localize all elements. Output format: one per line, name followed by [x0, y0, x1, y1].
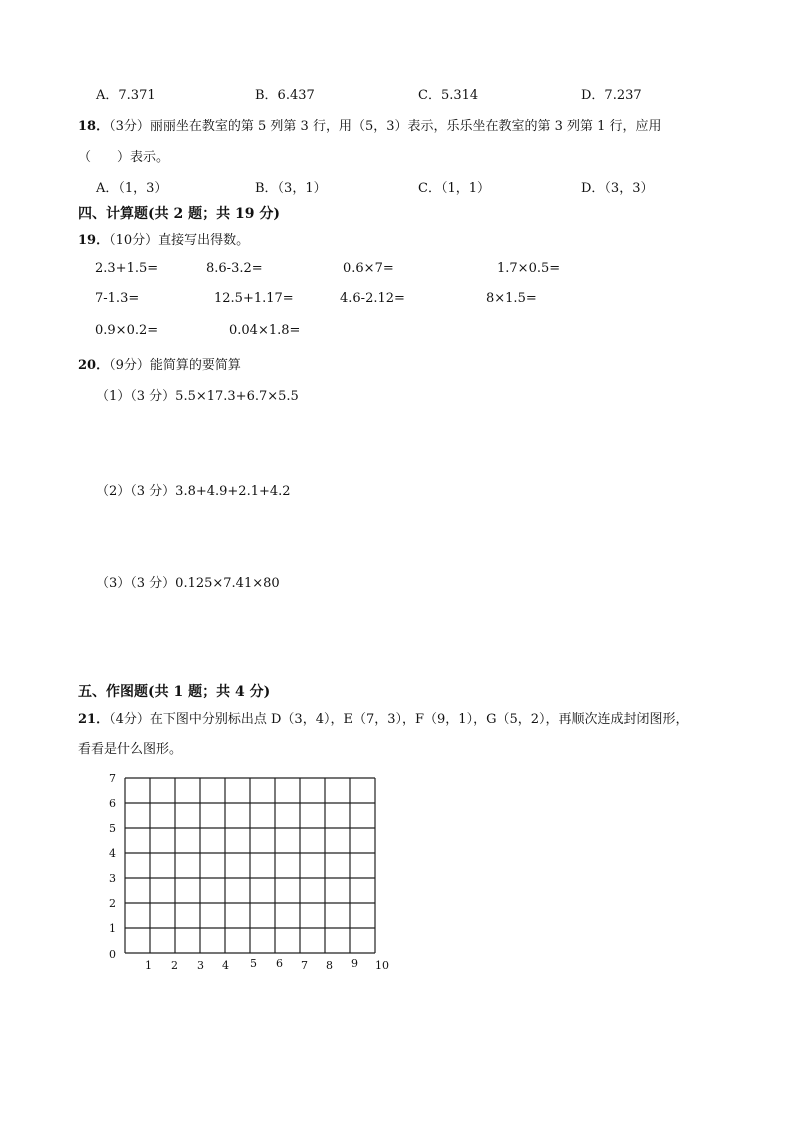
y-label: 3 — [109, 872, 116, 885]
q20-number: 20． — [78, 358, 110, 373]
q19-item: 0.04×1.8= — [229, 323, 301, 338]
q19-item: 8×1.5= — [486, 291, 537, 306]
y-label: 7 — [109, 772, 116, 785]
x-label: 10 — [375, 959, 389, 972]
q19-item: 4.6-2.12= — [340, 291, 405, 306]
q18-line1 — [78, 115, 662, 134]
x-label: 9 — [351, 957, 358, 970]
x-label: 6 — [276, 957, 283, 970]
y-label: 5 — [109, 822, 116, 835]
q20-text: 能简算的要简算 — [149, 358, 241, 373]
q21-text2: 看看是什么图形。 — [78, 742, 183, 757]
q20-part-2: （2）（3 分）3.8+4.9+2.1+4.2 — [96, 484, 291, 499]
q18-option-b: B．（3，1） — [255, 181, 327, 196]
grid-lines — [100, 770, 400, 980]
q20-header — [78, 354, 241, 373]
y-label: 0 — [109, 948, 116, 961]
q19-header — [78, 229, 249, 248]
q17-option-a: A．7.371 — [96, 88, 156, 103]
q19-item: 8.6-3.2= — [206, 261, 263, 276]
x-label: 8 — [326, 959, 333, 972]
q19-item: 0.9×0.2= — [95, 323, 159, 338]
q17-option-b: B．6.437 — [255, 88, 315, 103]
q18-option-c: C．（1，1） — [418, 181, 490, 196]
x-label: 4 — [222, 959, 229, 972]
q18-score: （3分） — [109, 119, 150, 134]
q19-score: （10分） — [109, 233, 159, 248]
coordinate-grid — [100, 770, 400, 980]
x-label: 5 — [250, 957, 257, 970]
y-label: 4 — [109, 847, 116, 860]
q20-part-3: （3）（3 分）0.125×7.41×80 — [96, 576, 280, 591]
q19-item: 1.7×0.5= — [497, 261, 561, 276]
x-label: 3 — [197, 959, 204, 972]
q19-item: 7-1.3= — [95, 291, 140, 306]
q19-item: 2.3+1.5= — [95, 261, 159, 276]
q21-line1 — [78, 708, 689, 727]
q18-option-a: A．（1，3） — [96, 181, 168, 196]
x-label: 7 — [301, 959, 308, 972]
q20-part-1: （1）（3 分）5.5×17.3+6.7×5.5 — [96, 389, 299, 404]
q19-text: 直接写出得数。 — [158, 233, 250, 248]
q20-score: （9分） — [109, 358, 150, 373]
section-4-title: 四、计算题(共 2 题；共 19 分) — [78, 206, 280, 222]
q21-score: （4分） — [109, 712, 150, 727]
x-label: 1 — [145, 959, 152, 972]
q19-item: 0.6×7= — [343, 261, 394, 276]
q19-item: 12.5+1.17= — [214, 291, 294, 306]
q17-option-d: D．7.237 — [581, 88, 642, 103]
y-label: 6 — [109, 797, 116, 810]
q21-number: 21． — [78, 712, 110, 727]
y-label: 2 — [109, 897, 116, 910]
x-label: 2 — [171, 959, 178, 972]
q18-number: 18． — [78, 119, 110, 134]
q18-text2: （ ）表示。 — [78, 150, 170, 165]
q21-text1: 在下图中分别标出点 D（3，4），E（7，3），F（9，1），G（5，2），再顺次连成封闭图形， — [149, 712, 689, 727]
q18-text1: 丽丽坐在教室的第 5 列第 3 行，用（5，3）表示，乐乐坐在教室的第 3 列第 1 行，应用 — [149, 119, 662, 134]
y-label: 1 — [109, 922, 116, 935]
q18-option-d: D．（3，3） — [581, 181, 654, 196]
q19-number: 19． — [78, 233, 110, 248]
section-5-title: 五、作图题(共 1 题；共 4 分) — [78, 684, 271, 700]
q17-option-c: C．5.314 — [418, 88, 479, 103]
